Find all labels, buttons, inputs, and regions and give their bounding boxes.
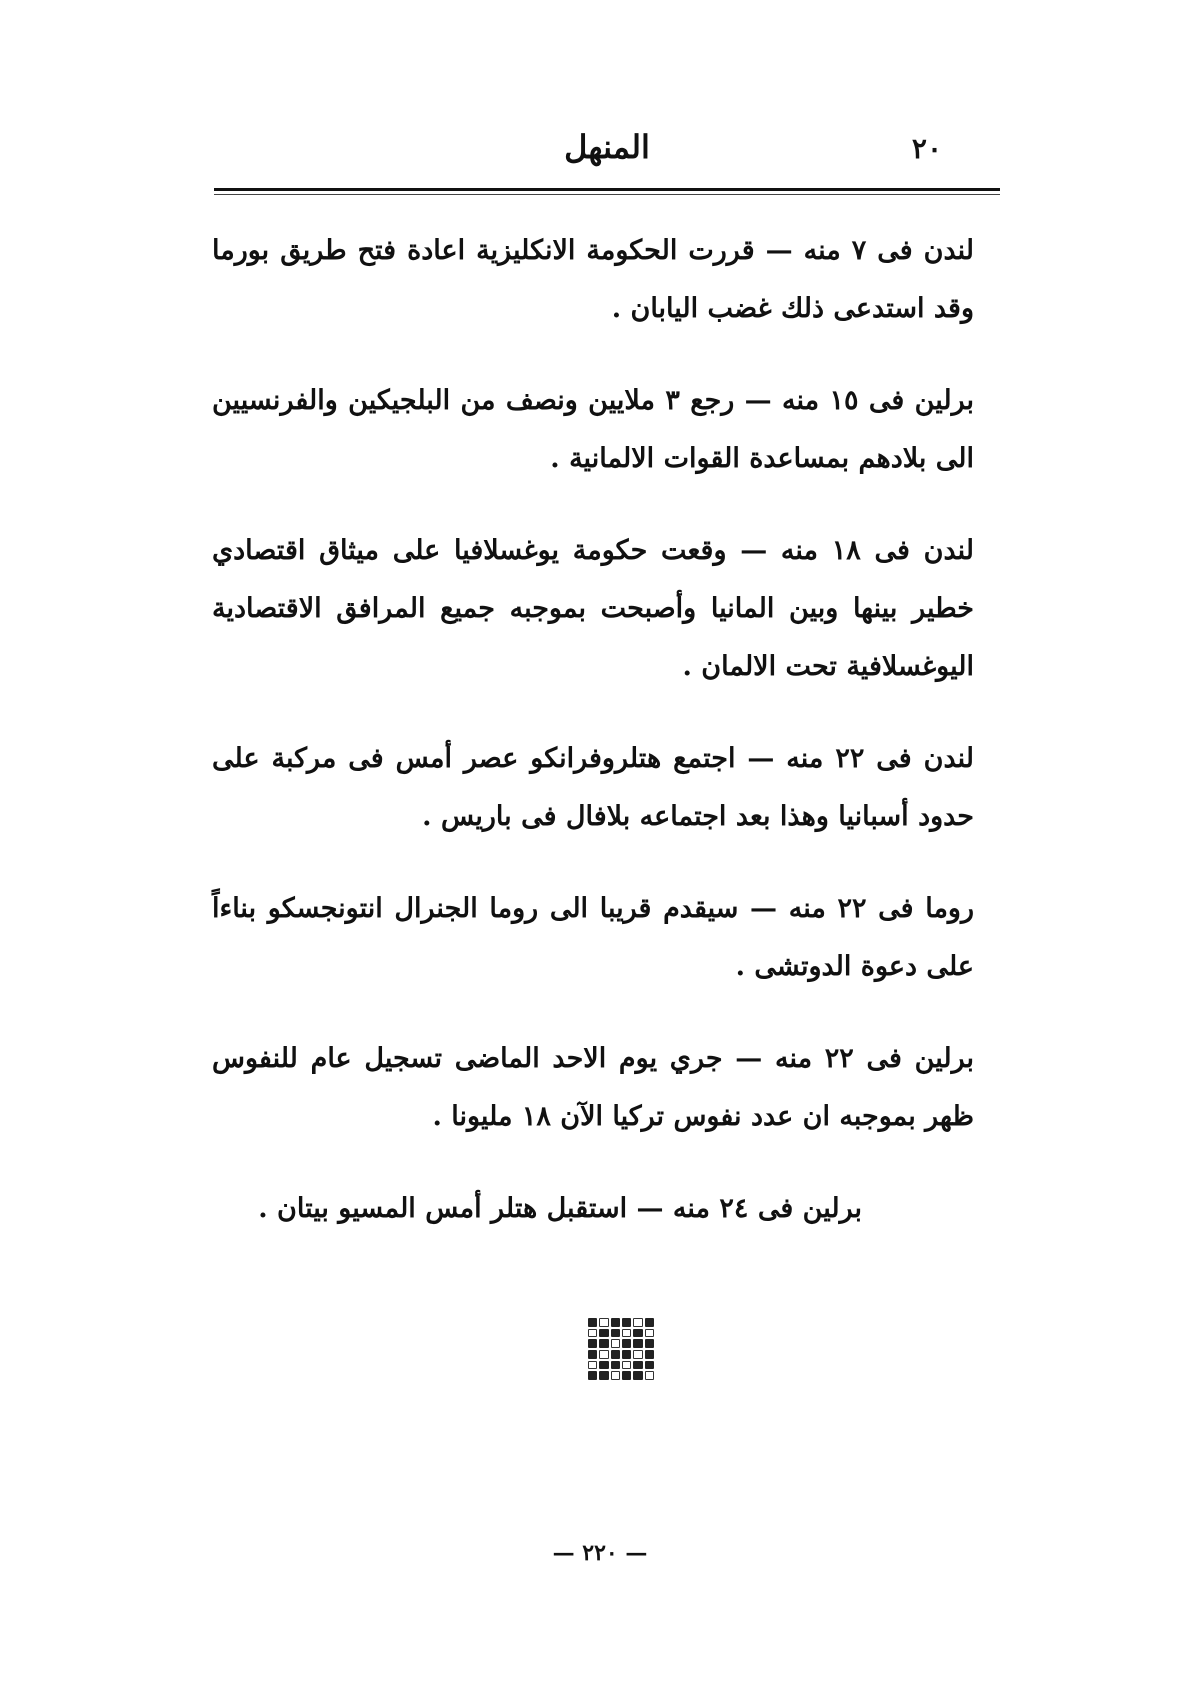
header-rule	[214, 188, 1000, 191]
footer-page-number: — ٢٢٠ —	[552, 1540, 648, 1566]
news-entry: لندن فى ٧ منه — قررت الحكومة الانكليزية اعادة فتح طريق بورما وقد استدعى ذلك غضب اليابان .	[212, 235, 974, 324]
news-entry: برلين فى ٢٤ منه — استقبل هتلر أمس المسيو بيتان .	[258, 1193, 862, 1224]
news-entry: لندن فى ١٨ منه — وقعت حكومة يوغسلافيا على ميثاق اقتصادي خطير بينها وبين المانيا وأصبحت بموجبه جميع المرافق الاقتصادية اليوغسلافية تحت الالمان .	[212, 535, 974, 682]
news-entry: روما فى ٢٢ منه — سيقدم قريبا الى روما الجنرال انتونجسكو بناءاً على دعوة الدوتشى .	[212, 893, 974, 982]
news-entries	[212, 222, 1002, 1272]
news-entry: برلين فى ١٥ منه — رجع ٣ ملايين ونصف من البلجيكين والفرنسيين الى بلادهم بمساعدة القوات الالمانية .	[212, 385, 974, 474]
header-rule-thin	[214, 194, 1000, 195]
page-header	[214, 128, 1000, 180]
decorative-seal-icon	[588, 1318, 654, 1380]
journal-title: المنهل	[564, 128, 650, 166]
news-entry: لندن فى ٢٢ منه — اجتمع هتلروفرانكو عصر أمس فى مركبة على حدود أسبانيا وهذا بعد اجتماعه بلافال فى باريس .	[212, 743, 974, 832]
news-entry: برلين فى ٢٢ منه — جري يوم الاحد الماضى تسجيل عام للنفوس ظهر بموجبه ان عدد نفوس تركيا الآن ١٨ مليونا .	[212, 1043, 974, 1132]
header-page-number: ٢٠	[911, 132, 942, 165]
